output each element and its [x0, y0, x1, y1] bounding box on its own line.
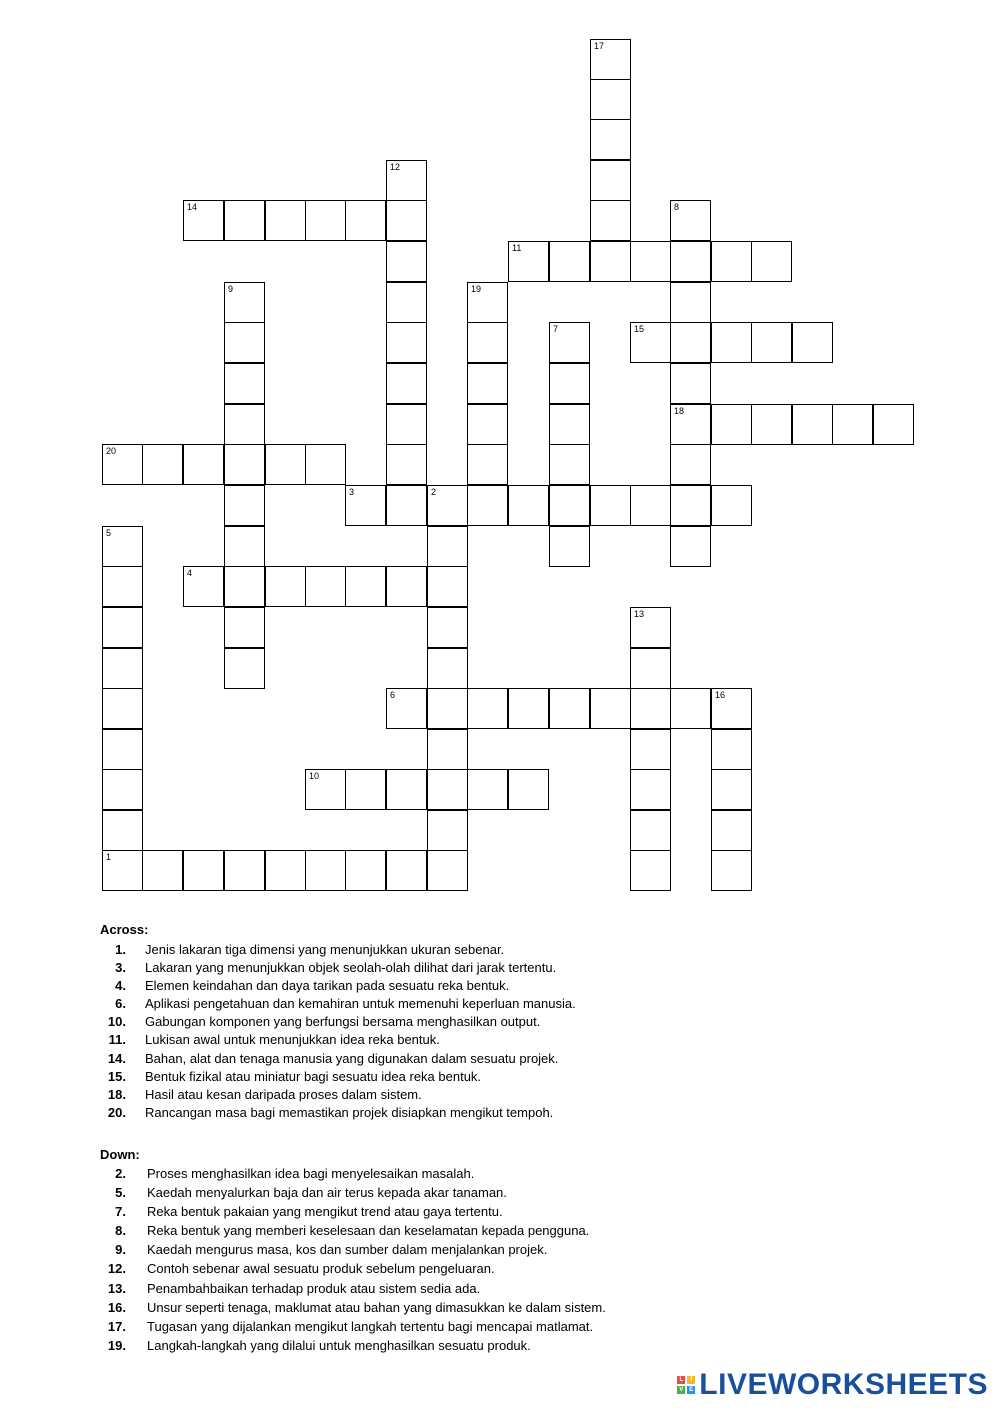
grid-cell[interactable]: [305, 769, 346, 810]
across-clue-item: [100, 1013, 576, 1031]
grid-cell[interactable]: [711, 769, 752, 810]
grid-cell[interactable]: [224, 566, 265, 607]
grid-cell[interactable]: [427, 850, 468, 891]
grid-cell[interactable]: [630, 810, 671, 851]
grid-cell[interactable]: [386, 322, 427, 363]
grid-cell[interactable]: [427, 648, 468, 689]
grid-cell[interactable]: [590, 160, 631, 201]
across-clue-item: [100, 977, 576, 995]
grid-cell[interactable]: [630, 769, 671, 810]
grid-cell[interactable]: [427, 607, 468, 648]
clue-number: 13: [634, 609, 645, 619]
grid-cell[interactable]: [590, 119, 631, 160]
grid-cell[interactable]: [670, 526, 711, 567]
across-clue-item: [100, 995, 576, 1013]
down-clue-item: [100, 1202, 606, 1221]
clue-item-number: 17.: [107, 1318, 126, 1334]
grid-cell[interactable]: [711, 810, 752, 851]
clue-item-text: Kaedah mengurus masa, kos dan sumber dalam menjalankan projek.: [147, 1242, 548, 1258]
clue-number: 6: [390, 690, 396, 700]
clue-item-number: 14.: [107, 1050, 126, 1066]
grid-cell[interactable]: [102, 769, 143, 810]
grid-cell[interactable]: [386, 241, 427, 282]
down-heading: Down:: [100, 1147, 140, 1162]
across-clue-item: [100, 959, 576, 977]
grid-cell[interactable]: [102, 526, 143, 567]
grid-cell[interactable]: [670, 200, 711, 241]
grid-cell[interactable]: [224, 200, 265, 241]
clue-number: 14: [187, 202, 198, 212]
clue-item-number: 12.: [107, 1261, 126, 1277]
clue-item-number: 4.: [115, 978, 126, 994]
grid-cell[interactable]: [183, 850, 224, 891]
clue-item-number: 1.: [115, 942, 126, 957]
clue-number: 3: [349, 487, 355, 497]
down-clue-item: [100, 1259, 606, 1278]
clue-number: 1: [106, 852, 112, 862]
grid-cell[interactable]: [630, 607, 671, 648]
clue-number: 10: [309, 771, 320, 781]
grid-cell[interactable]: [467, 769, 508, 810]
across-clue-item: [100, 1068, 576, 1086]
grid-cell[interactable]: [183, 566, 224, 607]
grid-cell[interactable]: [265, 566, 306, 607]
grid-cell[interactable]: [102, 607, 143, 648]
grid-cell[interactable]: [549, 363, 590, 404]
grid-cell[interactable]: [792, 404, 833, 445]
clue-item-number: 5.: [115, 1185, 126, 1201]
grid-cell[interactable]: [549, 485, 590, 526]
grid-cell[interactable]: [670, 485, 711, 526]
grid-cell[interactable]: [427, 688, 468, 729]
grid-cell[interactable]: [549, 688, 590, 729]
grid-cell[interactable]: [549, 241, 590, 282]
grid-cell[interactable]: [386, 688, 427, 729]
clue-item-text: Jenis lakaran tiga dimensi yang menunjukkan ukuran sebenar.: [145, 942, 505, 957]
grid-cell[interactable]: [305, 850, 346, 891]
clue-item-text: Kaedah menyalurkan baja dan air terus kepada akar tanaman.: [147, 1185, 507, 1201]
down-clue-list: [100, 1164, 606, 1355]
clue-number: 5: [106, 528, 112, 538]
down-clue-item: [100, 1298, 606, 1317]
clue-number: 16: [715, 690, 726, 700]
liveworksheets-logo: [677, 1368, 988, 1402]
grid-cell[interactable]: [102, 850, 143, 891]
clue-item-number: 10.: [107, 1014, 126, 1030]
grid-cell[interactable]: [427, 769, 468, 810]
down-clue-item: [100, 1183, 606, 1202]
clue-number: 15: [634, 324, 645, 334]
grid-cell[interactable]: [102, 729, 143, 770]
grid-cell[interactable]: [590, 241, 631, 282]
grid-cell[interactable]: [386, 444, 427, 485]
grid-cell[interactable]: [427, 526, 468, 567]
across-clue-list: [100, 941, 576, 1122]
grid-cell[interactable]: [467, 363, 508, 404]
clue-number: 11: [512, 243, 522, 253]
grid-cell[interactable]: [305, 566, 346, 607]
grid-cell[interactable]: [467, 485, 508, 526]
grid-cell[interactable]: [224, 282, 265, 323]
grid-cell[interactable]: [467, 404, 508, 445]
grid-cell[interactable]: [386, 566, 427, 607]
grid-cell[interactable]: [508, 769, 549, 810]
grid-cell[interactable]: [183, 200, 224, 241]
clue-item-number: 8.: [115, 1223, 126, 1239]
grid-cell[interactable]: [427, 566, 468, 607]
grid-cell[interactable]: [670, 282, 711, 323]
grid-cell[interactable]: [549, 322, 590, 363]
grid-cell[interactable]: [670, 404, 711, 445]
clue-number: 18: [674, 406, 685, 416]
clue-number: 12: [390, 162, 401, 172]
grid-cell[interactable]: [102, 648, 143, 689]
grid-cell[interactable]: [832, 404, 873, 445]
grid-cell[interactable]: [467, 688, 508, 729]
grid-cell[interactable]: [224, 363, 265, 404]
clue-item-number: 6.: [115, 996, 126, 1012]
grid-cell[interactable]: [590, 485, 631, 526]
grid-cell[interactable]: [386, 485, 427, 526]
grid-cell[interactable]: [265, 444, 306, 485]
down-clue-item: [100, 1240, 606, 1259]
grid-cell[interactable]: [467, 322, 508, 363]
logo-mark-icon: [677, 1376, 695, 1394]
logo-mark-letter: E: [689, 1387, 694, 1393]
grid-cell[interactable]: [467, 282, 508, 323]
across-heading: Across:: [100, 922, 149, 937]
grid-cell[interactable]: [630, 322, 671, 363]
grid-cell[interactable]: [265, 850, 306, 891]
logo-mark-letter: I: [687, 1376, 695, 1384]
down-clue-item: [100, 1221, 606, 1240]
grid-cell[interactable]: [751, 322, 792, 363]
down-clue-item: [100, 1317, 606, 1336]
clue-item-text: Bahan, alat dan tenaga manusia yang digunakan dalam sesuatu projek.: [145, 1050, 559, 1066]
grid-cell[interactable]: [386, 769, 427, 810]
clue-item-text: Lukisan awal untuk menunjukkan idea reka bentuk.: [145, 1032, 440, 1048]
clue-item-text: Contoh sebenar awal sesuatu produk sebelum pengeluaran.: [147, 1261, 495, 1277]
grid-cell[interactable]: [224, 322, 265, 363]
grid-cell[interactable]: [224, 404, 265, 445]
grid-cell[interactable]: [102, 810, 143, 851]
grid-cell[interactable]: [102, 566, 143, 607]
clue-item-text: Lakaran yang menunjukkan objek seolah-olah dilihat dari jarak tertentu.: [145, 960, 557, 976]
grid-cell[interactable]: [630, 688, 671, 729]
clue-number: 17: [594, 41, 605, 51]
grid-cell[interactable]: [427, 729, 468, 770]
grid-cell[interactable]: [345, 485, 386, 526]
grid-cell[interactable]: [427, 485, 468, 526]
grid-cell[interactable]: [508, 241, 549, 282]
clue-item-number: 11.: [108, 1032, 126, 1048]
grid-cell[interactable]: [386, 282, 427, 323]
grid-cell[interactable]: [711, 729, 752, 770]
across-clue-item: [100, 1086, 576, 1104]
grid-cell[interactable]: [630, 241, 671, 282]
clue-item-text: Gabungan komponen yang berfungsi bersama menghasilkan output.: [145, 1014, 541, 1030]
down-clues: [100, 1147, 606, 1355]
grid-cell[interactable]: [630, 729, 671, 770]
grid-cell[interactable]: [508, 688, 549, 729]
grid-cell[interactable]: [590, 39, 631, 80]
clue-item-text: Unsur seperti tenaga, maklumat atau bahan yang dimasukkan ke dalam sistem.: [147, 1299, 606, 1315]
clue-item-text: Elemen keindahan dan daya tarikan pada sesuatu reka bentuk.: [145, 978, 510, 994]
clue-item-text: Aplikasi pengetahuan dan kemahiran untuk memenuhi keperluan manusia.: [145, 996, 576, 1012]
grid-cell[interactable]: [345, 850, 386, 891]
grid-cell[interactable]: [183, 444, 224, 485]
logo-mark-letter: L: [677, 1376, 685, 1384]
clue-item-text: Tugasan yang dijalankan mengikut langkah tertentu bagi mencapai matlamat.: [147, 1318, 594, 1334]
across-clue-item: [100, 1050, 576, 1068]
clue-item-text: Reka bentuk pakaian yang mengikut trend atau gaya tertentu.: [147, 1204, 503, 1220]
grid-cell[interactable]: [590, 79, 631, 120]
grid-cell[interactable]: [630, 485, 671, 526]
grid-cell[interactable]: [670, 322, 711, 363]
grid-cell[interactable]: [345, 769, 386, 810]
clue-item-text: Penambahbaikan terhadap produk atau sistem sedia ada.: [147, 1280, 481, 1296]
grid-cell[interactable]: [873, 404, 914, 445]
clue-number: 4: [187, 568, 193, 578]
grid-cell[interactable]: [630, 648, 671, 689]
clue-item-number: 15.: [107, 1068, 126, 1084]
clue-item-number: 13.: [107, 1280, 126, 1296]
grid-cell[interactable]: [386, 850, 427, 891]
grid-cell[interactable]: [711, 241, 752, 282]
grid-cell[interactable]: [670, 688, 711, 729]
grid-cell[interactable]: [467, 444, 508, 485]
grid-cell[interactable]: [224, 526, 265, 567]
grid-cell[interactable]: [549, 526, 590, 567]
clue-number: 9: [228, 284, 234, 294]
clue-item-text: Reka bentuk yang memberi keselesaan dan keselamatan kepada pengguna.: [147, 1223, 590, 1239]
clue-number: 19: [471, 284, 482, 294]
grid-cell[interactable]: [102, 688, 143, 729]
grid-cell[interactable]: [711, 688, 752, 729]
down-clue-item: [100, 1336, 606, 1355]
across-clues: [100, 922, 576, 1122]
clue-item-number: 18.: [107, 1086, 126, 1102]
clue-number: 8: [674, 202, 680, 212]
clue-number: 2: [431, 487, 437, 497]
grid-cell[interactable]: [224, 444, 265, 485]
grid-cell[interactable]: [224, 607, 265, 648]
grid-cell[interactable]: [386, 363, 427, 404]
grid-cell[interactable]: [508, 485, 549, 526]
grid-cell[interactable]: [751, 241, 792, 282]
grid-cell[interactable]: [345, 200, 386, 241]
grid-cell[interactable]: [711, 322, 752, 363]
clue-item-number: 16.: [107, 1299, 126, 1315]
grid-cell[interactable]: [224, 648, 265, 689]
across-clue-item: [100, 941, 576, 959]
logo-text: LIVEWORKSHEETS: [699, 1368, 988, 1401]
grid-cell[interactable]: [386, 404, 427, 445]
grid-cell[interactable]: [711, 404, 752, 445]
grid-cell[interactable]: [751, 404, 792, 445]
clue-number: 20: [106, 446, 117, 456]
down-clue-item: [100, 1164, 606, 1183]
clue-item-text: Rancangan masa bagi memastikan projek disiapkan mengikut tempoh.: [145, 1104, 554, 1120]
clue-item-number: 20.: [107, 1104, 126, 1120]
clue-item-text: Proses menghasilkan idea bagi menyelesaikan masalah.: [147, 1166, 475, 1181]
grid-cell[interactable]: [224, 850, 265, 891]
grid-cell[interactable]: [142, 444, 183, 485]
clue-item-text: Bentuk fizikal atau miniatur bagi sesuatu idea reka bentuk.: [145, 1068, 482, 1084]
grid-cell[interactable]: [386, 160, 427, 201]
across-clue-item: [100, 1031, 576, 1049]
clue-item-number: 7.: [115, 1204, 126, 1220]
clue-number: 7: [553, 324, 559, 334]
clue-item-text: Hasil atau kesan daripada proses dalam sistem.: [145, 1086, 422, 1102]
down-clue-item: [100, 1279, 606, 1298]
grid-cell[interactable]: [102, 444, 143, 485]
logo-mark-letter: V: [679, 1387, 684, 1393]
grid-cell[interactable]: [670, 363, 711, 404]
clue-item-number: 3.: [115, 960, 126, 976]
clue-item-number: 19.: [107, 1337, 126, 1353]
grid-cell[interactable]: [345, 566, 386, 607]
grid-cell[interactable]: [549, 404, 590, 445]
grid-cell[interactable]: [711, 850, 752, 891]
grid-cell[interactable]: [305, 200, 346, 241]
grid-cell[interactable]: [670, 241, 711, 282]
grid-cell[interactable]: [305, 444, 346, 485]
grid-cell[interactable]: [427, 810, 468, 851]
across-clue-item: [100, 1104, 576, 1122]
grid-cell[interactable]: [224, 485, 265, 526]
grid-cell[interactable]: [590, 688, 631, 729]
grid-cell[interactable]: [670, 444, 711, 485]
clue-item-number: 9.: [115, 1242, 126, 1258]
grid-cell[interactable]: [265, 200, 306, 241]
clue-item-number: 2.: [115, 1166, 126, 1181]
grid-cell[interactable]: [792, 322, 833, 363]
grid-cell[interactable]: [590, 200, 631, 241]
grid-cell[interactable]: [711, 485, 752, 526]
clue-item-text: Langkah-langkah yang dilalui untuk menghasilkan sesuatu produk.: [147, 1337, 531, 1353]
grid-cell[interactable]: [142, 850, 183, 891]
grid-cell[interactable]: [549, 444, 590, 485]
grid-cell[interactable]: [386, 200, 427, 241]
grid-cell[interactable]: [630, 850, 671, 891]
